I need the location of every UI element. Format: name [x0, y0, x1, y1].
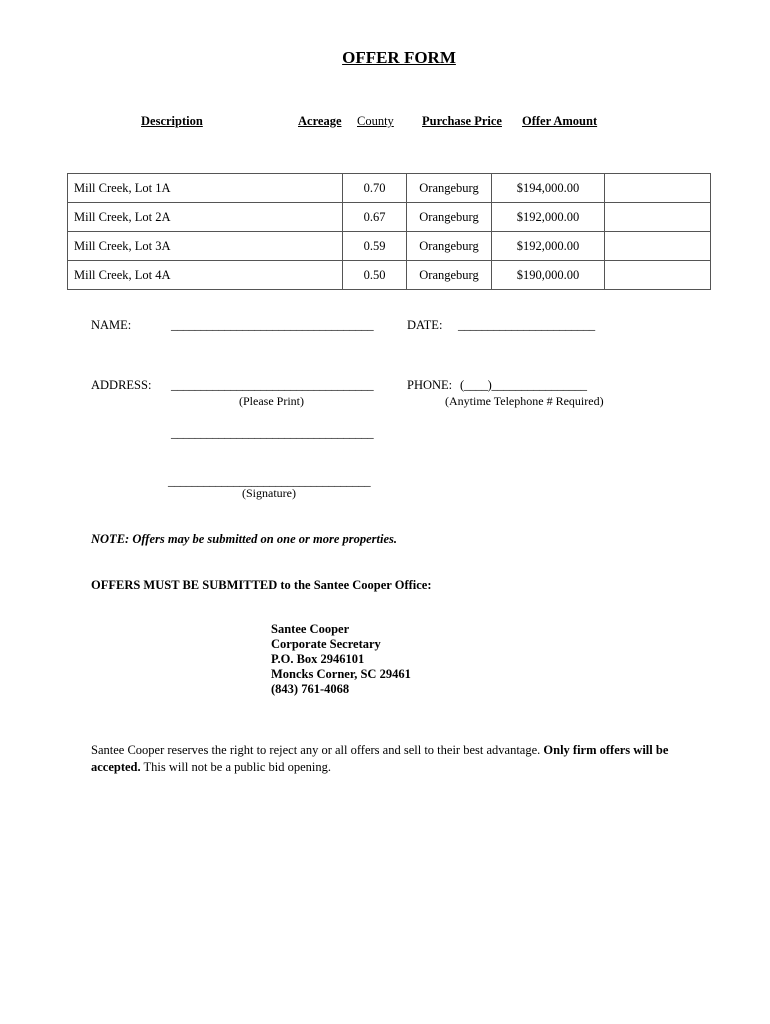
page-title: OFFER FORM — [342, 48, 456, 67]
property-county: Orangeburg — [407, 261, 492, 290]
note-text: NOTE: Offers may be submitted on one or more properties. — [91, 532, 398, 546]
address-field-line2[interactable]: __________________________________ — [171, 426, 374, 440]
offer-amount-field[interactable] — [605, 232, 711, 261]
property-description: Mill Creek, Lot 1A — [68, 174, 343, 203]
name-field[interactable]: __________________________________ — [171, 318, 374, 332]
address-phone: (843) 761-4068 — [271, 682, 350, 696]
address-line: Santee Cooper — [271, 622, 350, 636]
property-price: $192,000.00 — [492, 203, 605, 232]
property-description: Mill Creek, Lot 4A — [68, 261, 343, 290]
property-price: $192,000.00 — [492, 232, 605, 261]
property-county: Orangeburg — [407, 203, 492, 232]
property-table — [67, 173, 711, 290]
property-county: Orangeburg — [407, 174, 492, 203]
please-print-note: (Please Print) — [239, 394, 304, 408]
address-line: Moncks Corner, SC 29461 — [271, 667, 411, 681]
table-row — [68, 232, 711, 261]
date-field[interactable]: _______________________ — [458, 318, 595, 332]
footer-disclaimer — [91, 742, 691, 776]
address-field-line1[interactable]: __________________________________ — [171, 378, 374, 392]
signature-field[interactable]: __________________________________ — [168, 474, 371, 488]
property-acreage: 0.59 — [343, 232, 407, 261]
address-line: P.O. Box 2946101 — [271, 652, 365, 666]
property-price: $190,000.00 — [492, 261, 605, 290]
phone-field[interactable]: (____)________________ — [460, 378, 587, 392]
submit-heading: OFFERS MUST BE SUBMITTED to the Santee Cooper Office: — [91, 578, 432, 592]
footer-bold-text: Only firm offers will be accepted. — [91, 743, 669, 774]
date-label: DATE: — [407, 318, 443, 332]
property-acreage: 0.50 — [343, 261, 407, 290]
offer-amount-field[interactable] — [605, 203, 711, 232]
table-row — [68, 261, 711, 290]
phone-label: PHONE: — [407, 378, 453, 392]
offer-amount-field[interactable] — [605, 174, 711, 203]
header-acreage: Acreage — [298, 114, 342, 128]
table-row — [68, 174, 711, 203]
footer-text: Santee Cooper reserves the right to reject any or all offers and sell to their best advantage. — [91, 743, 544, 757]
property-description: Mill Creek, Lot 2A — [68, 203, 343, 232]
property-description: Mill Creek, Lot 3A — [68, 232, 343, 261]
name-label: NAME: — [91, 318, 132, 332]
header-offer-amount: Offer Amount — [522, 114, 598, 128]
property-county: Orangeburg — [407, 232, 492, 261]
signature-label: (Signature) — [242, 486, 296, 500]
property-acreage: 0.67 — [343, 203, 407, 232]
header-purchase-price: Purchase Price — [422, 114, 502, 128]
office-address — [271, 622, 411, 697]
footer-text-end: This will not be a public bid opening. — [140, 760, 332, 774]
address-line: Corporate Secretary — [271, 637, 381, 651]
table-row — [68, 203, 711, 232]
header-description: Description — [141, 114, 203, 128]
phone-required-note: (Anytime Telephone # Required) — [445, 394, 604, 408]
property-price: $194,000.00 — [492, 174, 605, 203]
property-acreage: 0.70 — [343, 174, 407, 203]
header-county: County — [357, 114, 394, 128]
offer-amount-field[interactable] — [605, 261, 711, 290]
address-label: ADDRESS: — [91, 378, 152, 392]
